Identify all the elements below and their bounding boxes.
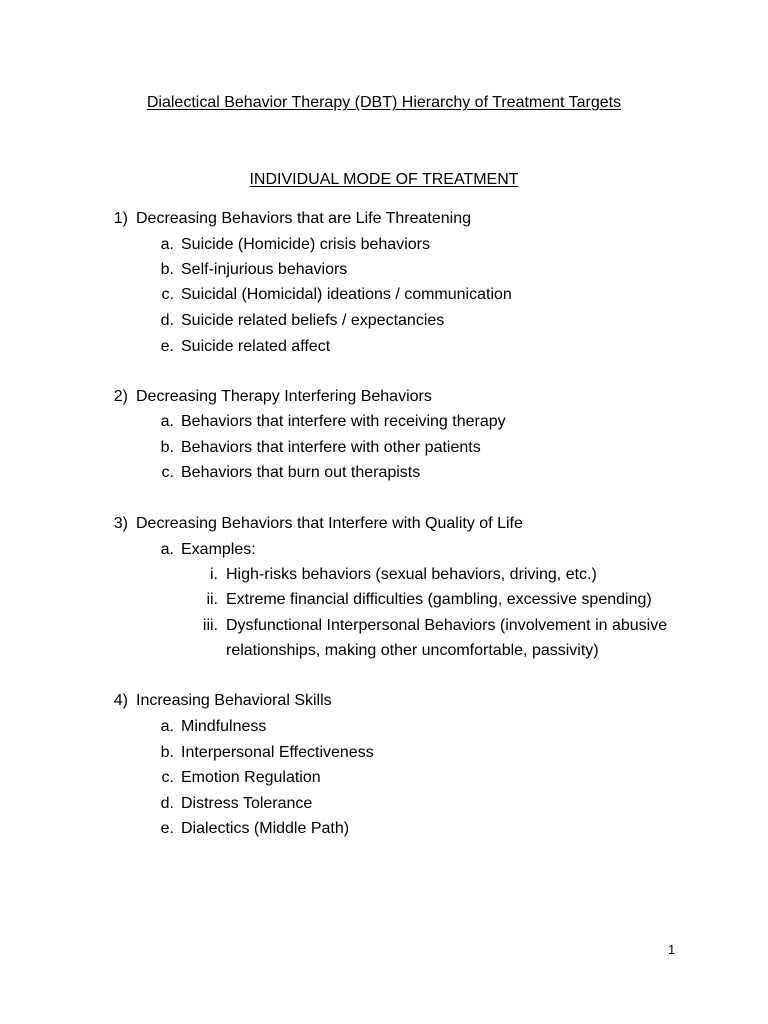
list-item-text: Suicide related beliefs / expectancies: [181, 312, 445, 329]
sub-list-item-text: High-risks behaviors (sexual behaviors, driving, etc.): [226, 566, 597, 583]
list-item-text: Emotion Regulation: [181, 769, 321, 786]
list-marker: e.: [160, 820, 174, 837]
list-marker: b.: [160, 261, 174, 278]
list-item-text: Distress Tolerance: [181, 795, 313, 812]
list-marker: a.: [160, 541, 174, 558]
list-item-text: Self-injurious behaviors: [181, 261, 348, 278]
page-number: 1: [668, 942, 676, 957]
list-item-text: Behaviors that interfere with receiving therapy: [181, 413, 506, 430]
sub-list-item-text: Extreme financial difficulties (gambling, excessive spending): [226, 591, 652, 608]
list-item-text: Mindfulness: [181, 718, 267, 735]
list-item-text: Examples:: [181, 541, 256, 558]
section-marker: 2): [113, 388, 128, 405]
list-item-text: Behaviors that interfere with other patients: [181, 439, 481, 456]
section-heading-text: Decreasing Behaviors that Interfere with Quality of Life: [136, 515, 523, 532]
section-marker: 3): [113, 515, 128, 532]
list-marker: c.: [161, 769, 174, 786]
list-marker: b.: [160, 439, 174, 456]
section-heading-text: Increasing Behavioral Skills: [136, 692, 332, 709]
list-item-text: Suicide related affect: [181, 338, 331, 355]
sub-list-marker: i.: [210, 566, 218, 583]
section-marker: 4): [113, 692, 128, 709]
sub-list-item-continuation-text: relationships, making other uncomfortable, passivity): [226, 642, 599, 659]
list-marker: c.: [161, 464, 174, 481]
list-marker: a.: [160, 413, 174, 430]
sub-list-marker: ii.: [206, 591, 218, 608]
list-marker: d.: [160, 312, 174, 329]
section-marker: 1): [113, 210, 128, 227]
list-item-text: Dialectics (Middle Path): [181, 820, 350, 837]
list-marker: a.: [160, 718, 174, 735]
document-title: Dialectical Behavior Therapy (DBT) Hierarchy of Treatment Targets: [146, 94, 622, 111]
section-heading-text: Decreasing Behaviors that are Life Threatening: [136, 210, 472, 227]
list-marker: e.: [160, 338, 174, 355]
list-item-text: Suicidal (Homicidal) ideations / communication: [181, 286, 512, 303]
list-item-text: Behaviors that burn out therapists: [181, 464, 421, 481]
list-item-text: Interpersonal Effectiveness: [181, 744, 374, 761]
list-marker: c.: [161, 286, 174, 303]
list-marker: d.: [160, 795, 174, 812]
list-item-text: Suicide (Homicide) crisis behaviors: [181, 236, 430, 253]
section-subtitle: INDIVIDUAL MODE OF TREATMENT: [249, 171, 519, 188]
list-marker: a.: [160, 236, 174, 253]
list-marker: b.: [160, 744, 174, 761]
sub-list-item-text: Dysfunctional Interpersonal Behaviors (involvement in abusive: [226, 617, 668, 634]
sub-list-marker: iii.: [202, 617, 218, 634]
section-heading-text: Decreasing Therapy Interfering Behaviors: [136, 388, 432, 405]
